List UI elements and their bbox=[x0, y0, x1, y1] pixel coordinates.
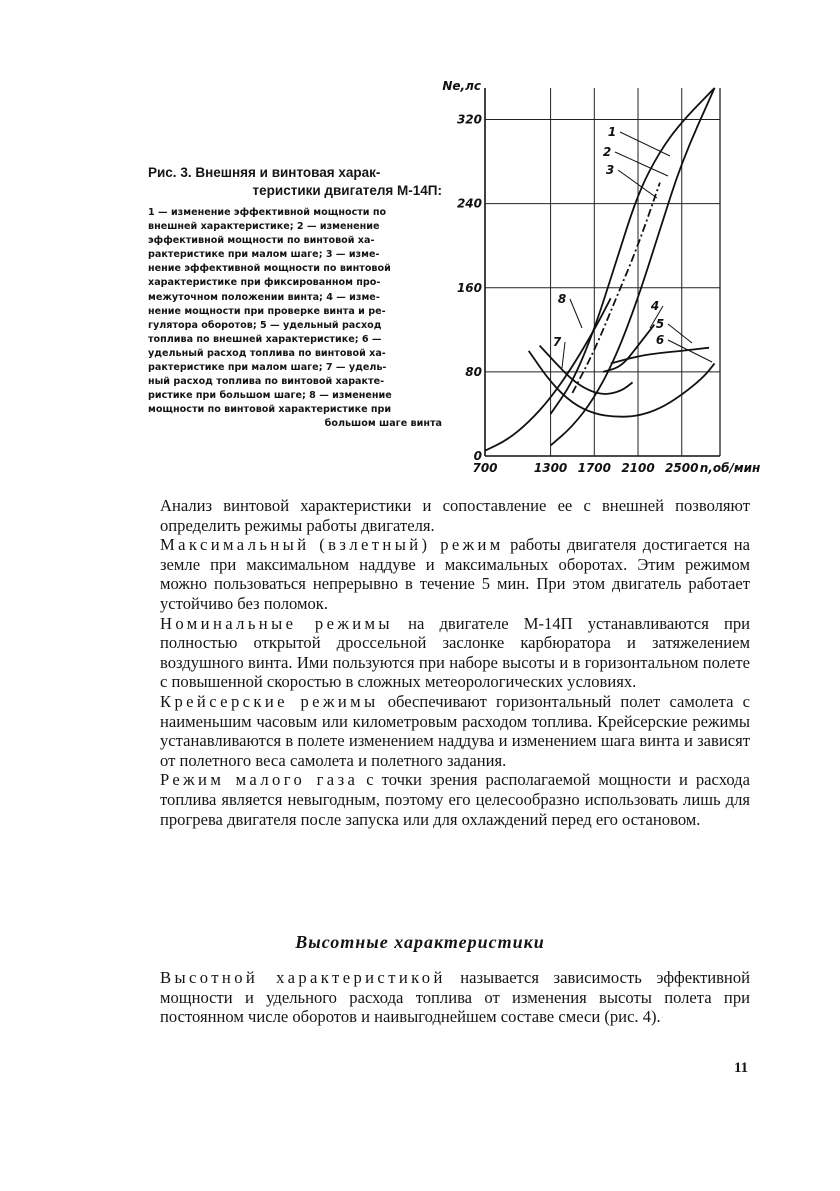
paragraph-2 bbox=[160, 535, 750, 613]
page-number: 11 bbox=[734, 1060, 749, 1076]
paragraph-4 bbox=[160, 692, 750, 770]
term-nominal-modes: Номинальные режимы bbox=[160, 613, 393, 633]
leader-line bbox=[562, 342, 565, 368]
figure-caption bbox=[148, 164, 442, 432]
legend-line: характеристике при фиксированном про- bbox=[148, 277, 381, 289]
legend-line: нение эффективной мощности по винтовой bbox=[148, 263, 391, 275]
legend-line: ристике при большом шаге; 8 — изменение bbox=[148, 390, 392, 402]
curve-8 bbox=[485, 298, 611, 450]
leader-line bbox=[618, 170, 657, 198]
term-maximal-mode: Максимальный (взлетный) режим bbox=[160, 535, 504, 555]
curve-label: 8 bbox=[557, 292, 567, 306]
legend-line: рактеристике при малом шаге; 3 — изме- bbox=[148, 249, 380, 261]
x-axis-label: n,об/мин bbox=[699, 461, 761, 475]
term-altitude-characteristic: Высотной характеристикой bbox=[160, 968, 446, 987]
caption-title-line-2: теристики двигателя М-14П: bbox=[252, 183, 442, 198]
curve-label: 3 bbox=[605, 163, 615, 177]
engine-characteristics-chart bbox=[442, 78, 761, 483]
x-tick-label: 2100 bbox=[621, 461, 655, 475]
curve-7 bbox=[540, 346, 633, 394]
curve-label: 6 bbox=[655, 333, 665, 347]
legend-line: топлива по внешней характеристике; 6 — bbox=[148, 333, 382, 345]
leader-line bbox=[615, 152, 668, 176]
legend-line: удельный расход топлива по винтовой ха- bbox=[148, 347, 386, 359]
legend-line: межуточном положении винта; 4 — изме- bbox=[148, 291, 380, 303]
curve-1 bbox=[551, 88, 715, 414]
y-tick-label: 320 bbox=[456, 112, 482, 127]
paragraph-5-text: с точки зрения располагаемой мощности и расхода топлива является невыгодным, поэтому его целесообразно использовать лишь для прогрева двигателя после запуска или для охлаждений перед его остановом. bbox=[160, 770, 750, 829]
x-tick-label: 2500 bbox=[665, 461, 699, 475]
legend-line: эффективной мощности по винтовой ха- bbox=[148, 235, 375, 247]
curve-label: 7 bbox=[552, 335, 562, 349]
x-tick-label: 700 bbox=[472, 461, 498, 475]
main-text bbox=[160, 496, 750, 829]
legend-line: рактеристике при малом шаге; 7 — удель- bbox=[148, 362, 387, 374]
curve-label: 5 bbox=[655, 317, 665, 331]
curve-label: 2 bbox=[602, 145, 612, 159]
paragraph-1 bbox=[160, 496, 750, 535]
term-cruise-modes: Крейсерские режимы bbox=[160, 691, 379, 711]
paragraph-5 bbox=[160, 770, 750, 829]
paragraph-3-text: на двигателе М-14П устанавливаются при полностью открытой дроссельной заслонке карбюратора и затяжелением воздушного винта. Ими пользуются при наборе высоты и в горизонтальном полете с повышенной скоростью в сложных метеорологических условиях. bbox=[160, 613, 751, 692]
leader-line bbox=[620, 132, 670, 156]
x-tick-label: 1700 bbox=[577, 461, 612, 475]
y-tick-label: 160 bbox=[456, 280, 482, 295]
paragraph-2-text: работы двигателя достигается на земле при максимальном наддуве и максимальных оборотах. Этим режимом можно пользоваться непрерывно в течение 5 мин. При этом двигатель работает устойчиво без поломок. bbox=[160, 535, 750, 613]
leader-line bbox=[668, 324, 692, 343]
legend-line: ный расход топлива по винтовой характе- bbox=[148, 376, 385, 388]
paragraph-1-text: Анализ винтовой характеристики и сопоставление ее с внешней позволяют определить режимы работы двигателя. bbox=[160, 496, 750, 535]
paragraph-3 bbox=[160, 614, 750, 692]
legend-line: гулятора оборотов; 5 — удельный расход bbox=[148, 319, 382, 331]
y-tick-label: 80 bbox=[465, 364, 482, 379]
legend-line: 1 — изменение эффективной мощности по bbox=[148, 207, 387, 218]
legend-line: нение мощности при проверке винта и ре- bbox=[148, 305, 386, 317]
caption-title-line-1: Рис. 3. Внешняя и винтовая харак- bbox=[148, 165, 381, 180]
caption-legend bbox=[148, 206, 442, 432]
caption-title bbox=[148, 164, 442, 200]
legend-line: внешней характеристике; 2 — изменение bbox=[148, 221, 380, 233]
curve-label: 1 bbox=[607, 125, 617, 139]
paragraph-6-text: называется зависимость эффективной мощности и удельного расхода топлива от изменения высоты полета при постоянном числе оборотов и наивыгоднейшем составе смеси (рис. 4). bbox=[160, 968, 750, 1027]
x-tick-label: 1300 bbox=[533, 461, 568, 475]
paragraph-6 bbox=[160, 968, 750, 1027]
curve-label: 4 bbox=[650, 299, 660, 313]
legend-line: большом шаге винта bbox=[324, 418, 442, 430]
y-tick-label: 240 bbox=[456, 196, 482, 211]
section-title: Высотные характеристики bbox=[295, 932, 545, 952]
term-idle-mode: Режим малого газа bbox=[160, 770, 359, 790]
legend-line: мощности по винтовой характеристике при bbox=[148, 404, 392, 416]
curve-2 bbox=[551, 88, 715, 445]
paragraph-4-text: обеспечивают горизонтальный полет самолета с наименьшим часовым или километровым расходом топлива. Крейсерские режимы устанавливаются в полете изменением наддува и изменением шага винта и зависят от полетного веса самолета и полетного задания. bbox=[160, 691, 750, 770]
main-text-2 bbox=[160, 968, 750, 1027]
leader-line bbox=[570, 299, 582, 328]
chart-svg bbox=[442, 78, 761, 483]
y-axis-label: Ne,лс bbox=[442, 79, 481, 93]
y-tick-label: 0 bbox=[473, 449, 482, 463]
